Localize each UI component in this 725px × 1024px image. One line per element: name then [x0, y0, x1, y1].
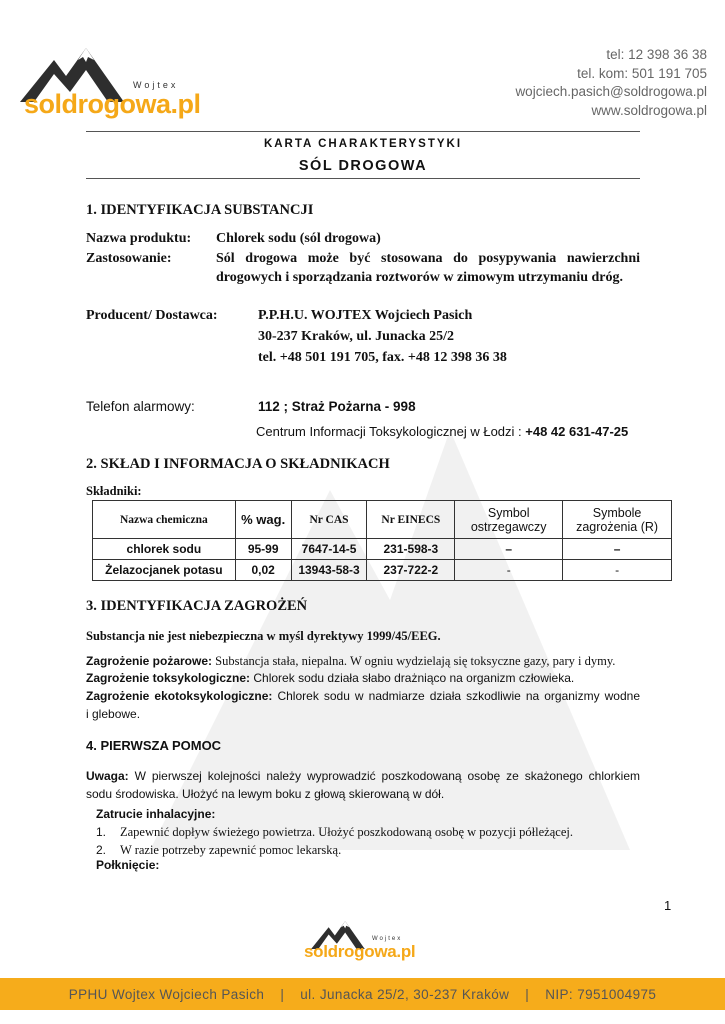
- section-4-heading: 4. PIERWSZA POMOC: [86, 738, 222, 753]
- brand-sub-label: Wojtex: [133, 80, 179, 90]
- section-3-heading: 3. IDENTYFIKACJA ZAGROŻEŃ: [86, 598, 308, 614]
- tox-hazard-text: Chlorek sodu działa słabo drażniąco na organizm człowieka.: [250, 671, 575, 685]
- producer-line-2: 30-237 Kraków, ul. Junacka 25/2: [258, 329, 455, 344]
- table-header: % wag.: [235, 501, 291, 539]
- use-label: Zastosowanie:: [86, 251, 172, 266]
- inhalation-list: [96, 823, 636, 859]
- table-cell: 13943-58-3: [291, 560, 367, 581]
- footer-company: PPHU Wojtex Wojciech Pasich: [68, 986, 265, 1002]
- table-cell: Żelazocjanek potasu: [93, 560, 236, 581]
- eco-hazard-text: Chlorek sodu w nadmiarze działa szkodliwie na organizmy wodne: [272, 689, 640, 703]
- table-cell: -: [455, 560, 563, 581]
- product-value: Chlorek sodu (sól drogowa): [216, 231, 381, 246]
- list-number: 2.: [96, 843, 107, 857]
- table-cell: chlorek sodu: [93, 539, 236, 560]
- company-logo: [16, 42, 236, 122]
- table-cell: 0,02: [235, 560, 291, 581]
- brand-sub-label: Wojtex: [372, 936, 403, 942]
- tox-hazard: [86, 669, 640, 687]
- alarm-label: Telefon alarmowy:: [86, 399, 195, 414]
- document-type: KARTA CHARAKTERYSTYKI: [263, 138, 463, 150]
- producer-line-3: tel. +48 501 191 705, fax. +48 12 398 36 38: [258, 350, 507, 365]
- toxic-center: [256, 424, 628, 439]
- divider: [86, 131, 640, 132]
- section-2-heading: 2. SKŁAD I INFORMACJA O SKŁADNIKACH: [86, 456, 390, 472]
- list-number: 1.: [96, 825, 107, 839]
- eco-hazard-label: Zagrożenie ekotoksykologiczne:: [86, 689, 273, 703]
- footer-nip: NIP: 7951004975: [545, 986, 657, 1002]
- list-item: [96, 823, 636, 841]
- contact-phone: tel: 12 398 36 38: [606, 47, 707, 62]
- table-header: Nr CAS: [291, 501, 367, 539]
- table-cell: –: [455, 539, 563, 560]
- page-number: 1: [664, 898, 672, 913]
- contact-block: [515, 46, 707, 120]
- components-label: Składniki:: [86, 484, 142, 498]
- hazard-statement: Substancja nie jest niebezpieczna w myśl dyrektywy 1999/45/EEG.: [86, 629, 441, 643]
- document-title: SÓL DROGOWA: [298, 158, 428, 174]
- list-text: W razie potrzeby zapewnić pomoc lekarską.: [120, 843, 342, 857]
- first-aid-note-line-1: [86, 767, 640, 785]
- first-aid-note-label: Uwaga:: [86, 769, 129, 783]
- fire-hazard-text: Substancja stała, niepalna. W ogniu wydzielają się toksyczne gazy, pary i dymy.: [212, 654, 616, 668]
- table-cell: 7647-14-5: [291, 539, 367, 560]
- swallow-label: Połknięcie:: [96, 858, 160, 872]
- first-aid-note-line-2: sodu środowiska. Ułożyć na lewym boku z głową skierowaną w dół.: [86, 787, 445, 801]
- contact-mobile: tel. kom: 501 191 705: [577, 65, 707, 81]
- table-header: Nr EINECS: [367, 501, 455, 539]
- footer-separator: |: [525, 986, 530, 1002]
- contact-website[interactable]: www.soldrogowa.pl: [591, 102, 707, 118]
- table-header: Nazwa chemiczna: [93, 501, 236, 539]
- brand-name: soldrogowa.pl: [304, 942, 416, 961]
- table-cell: 237-722-2: [367, 560, 455, 581]
- toxic-center-phone: +48 42 631-47-25: [525, 424, 629, 439]
- fire-hazard: [86, 652, 640, 670]
- divider: [86, 178, 640, 179]
- footer-address: ul. Junacka 25/2, 30-237 Kraków: [300, 986, 510, 1002]
- producer-label: Producent/ Dostawca:: [86, 308, 218, 323]
- table-cell: 95-99: [235, 539, 291, 560]
- table-row: [93, 539, 672, 560]
- footer-bar: [0, 978, 725, 1010]
- fire-hazard-label: Zagrożenie pożarowe:: [86, 654, 213, 668]
- eco-hazard-line-2: i glebowe.: [86, 707, 141, 721]
- tox-hazard-label: Zagrożenie toksykologiczne:: [86, 671, 251, 685]
- table-header: Symbol ostrzegawczy: [455, 501, 563, 539]
- footer-logo: [298, 916, 438, 970]
- section-1-heading: 1. IDENTYFIKACJA SUBSTANCJI: [86, 202, 314, 218]
- eco-hazard-line-1: [86, 687, 640, 705]
- footer-separator: |: [280, 986, 285, 1002]
- table-header: Symbole zagrożenia (R): [563, 501, 672, 539]
- use-line-1: Sól drogowa może być stosowana do posypywania nawierzchni: [216, 251, 640, 266]
- components-table: [92, 500, 672, 581]
- eco-hazard: [86, 687, 640, 723]
- table-row: [93, 560, 672, 581]
- first-aid-note: [86, 767, 640, 803]
- table-cell: 231-598-3: [367, 539, 455, 560]
- list-text: Zapewnić dopływ świeżego powietrza. Ułożyć poszkodowaną osobę w pozycji półleżącej.: [120, 825, 573, 839]
- inhalation-label: Zatrucie inhalacyjne:: [96, 807, 216, 821]
- list-item: [96, 841, 636, 859]
- alarm-value: 112 ; Straż Pożarna - 998: [258, 399, 416, 414]
- table-cell: –: [563, 539, 672, 560]
- use-line-2: drogowych i sporządzania roztworów w zimowym utrzymaniu dróg.: [216, 270, 624, 285]
- brand-name: soldrogowa.pl: [24, 89, 201, 119]
- table-cell: -: [563, 560, 672, 581]
- first-aid-note-text: W pierwszej kolejności należy wyprowadzić poszkodowaną osobę ze skażonego chlorkiem: [128, 769, 640, 783]
- toxic-center-text: Centrum Informacji Toksykologicznej w Łodzi :: [256, 424, 526, 439]
- product-label: Nazwa produktu:: [86, 231, 192, 246]
- table-header-row: [93, 501, 672, 539]
- producer-line-1: P.P.H.U. WOJTEX Wojciech Pasich: [258, 308, 473, 323]
- contact-email[interactable]: wojciech.pasich@soldrogowa.pl: [515, 84, 707, 99]
